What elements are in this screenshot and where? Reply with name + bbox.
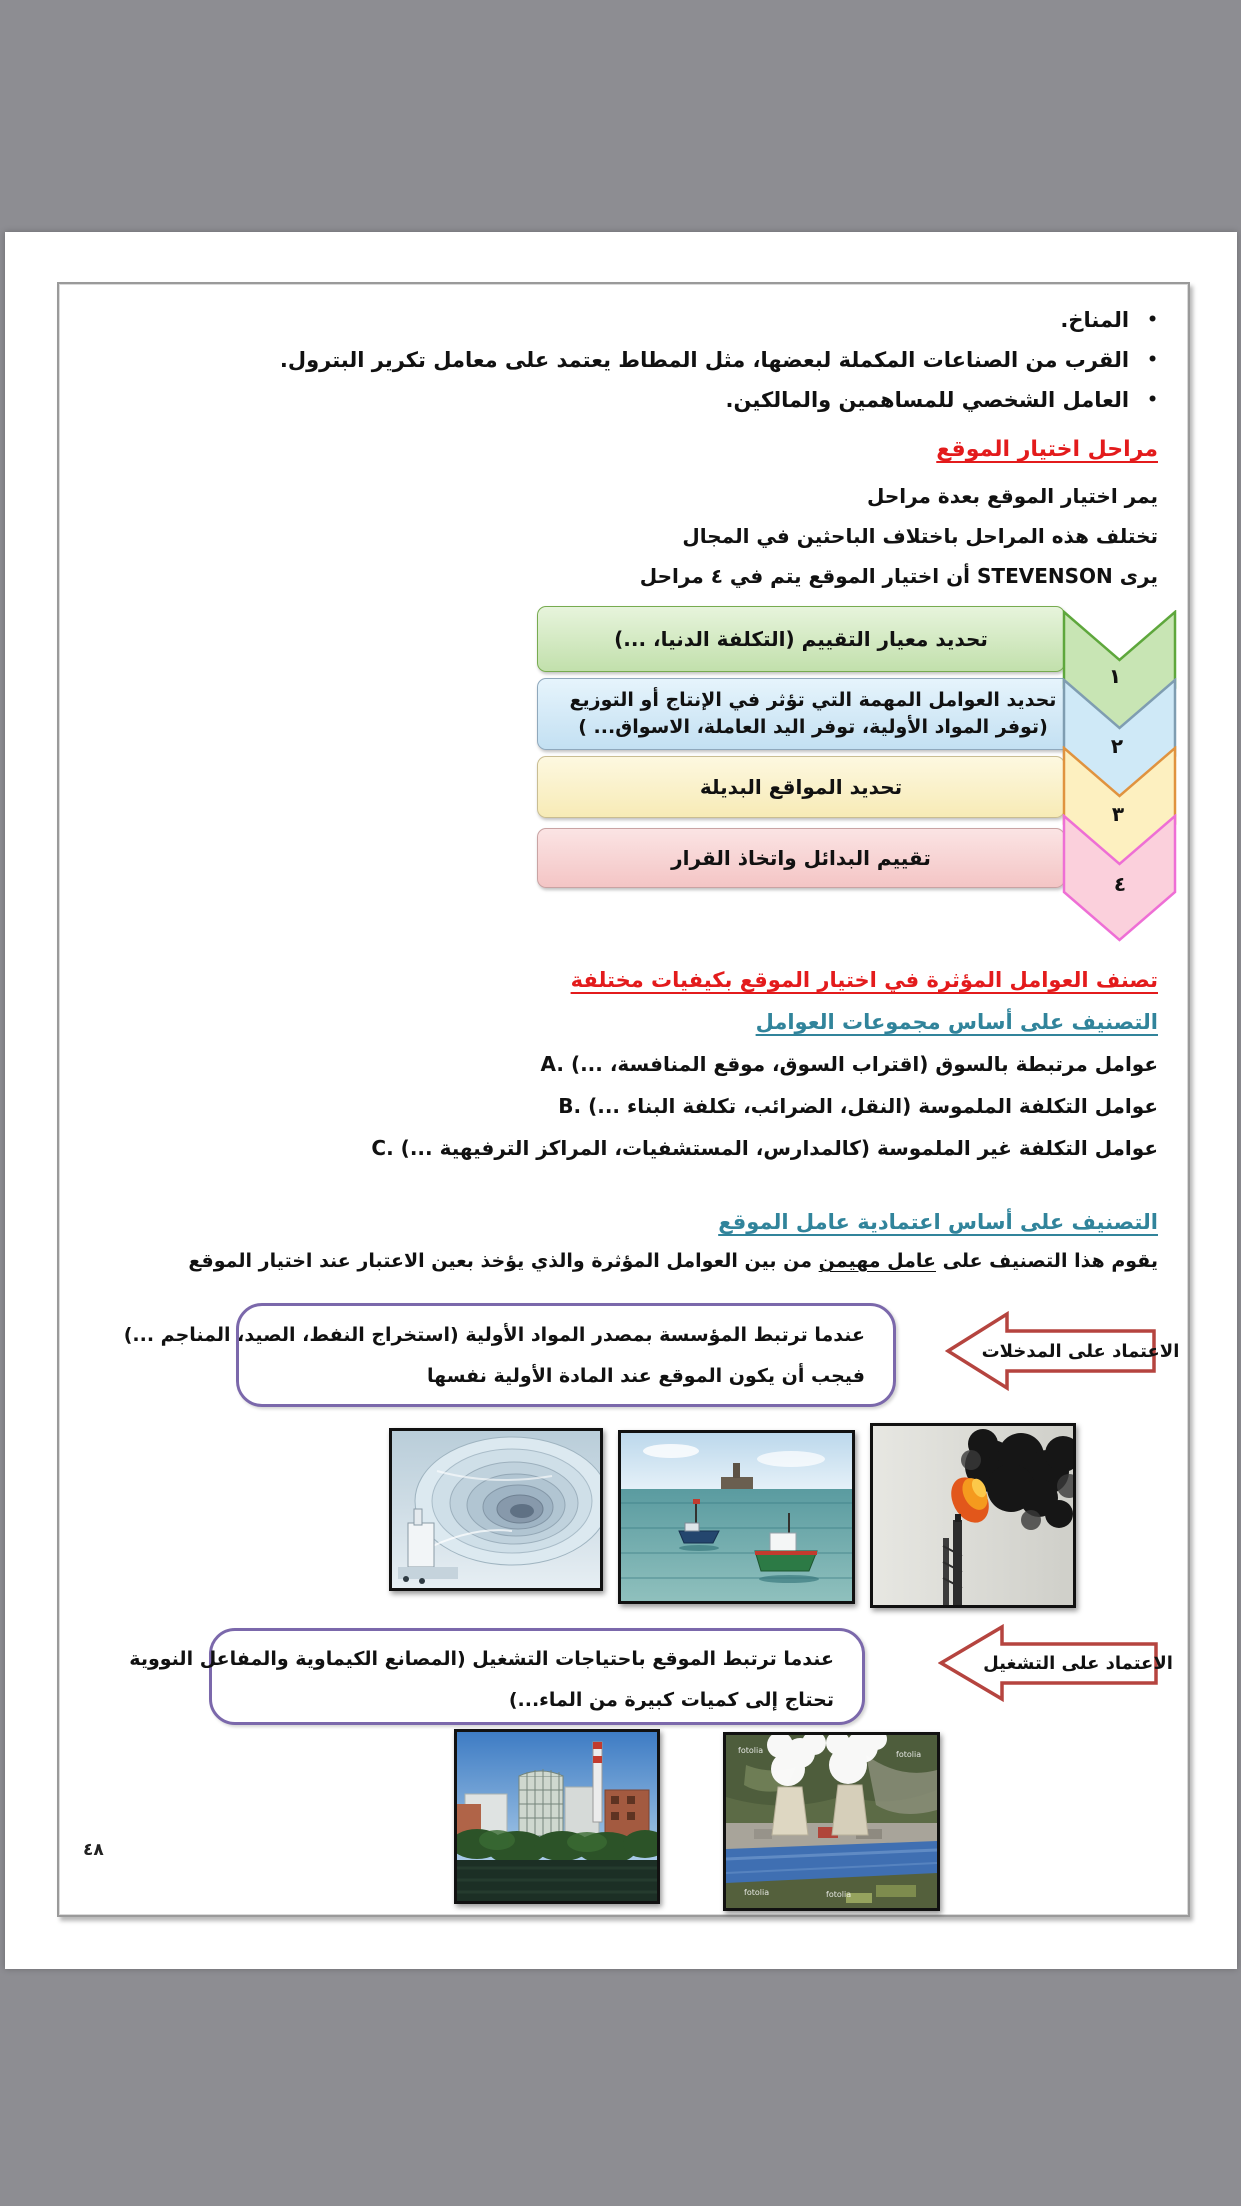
fishing-boats-illustration	[621, 1433, 852, 1601]
bullet-icon: •	[1147, 350, 1158, 370]
stage-box-4: تقييم البدائل واتخاذ القرار	[537, 828, 1065, 888]
stage-box-3: تحديد المواقع البديلة	[537, 756, 1065, 818]
bullet-item	[1060, 308, 1158, 332]
photo-open-pit-mine	[389, 1428, 603, 1591]
watermark-text: fotolia	[826, 1890, 852, 1899]
bullet-icon: •	[1147, 390, 1158, 410]
body-underlined-term: عامل مهيمن	[818, 1250, 936, 1272]
bullet-item	[280, 348, 1158, 372]
subheading-factor-groups: التصنيف على أساس مجموعات العوامل	[755, 1010, 1158, 1034]
section-heading-stages: مراحل اختيار الموقع	[936, 437, 1158, 462]
bullet-text: العامل الشخصي للمساهمين والمالكين.	[725, 388, 1130, 412]
bullet-item	[726, 388, 1158, 412]
section1-line-stevenson: يرى STEVENSON أن اختيار الموقع يتم في ٤ مراحل	[639, 564, 1158, 588]
arrow-operations	[938, 1623, 1173, 1703]
stage-number-4: ٤	[1113, 872, 1127, 896]
callout-operations-line2: تحتاج إلى كميات كبيرة من الماء...)	[508, 1689, 834, 1711]
subheading-dominant-factor: التصنيف على أساس اعتمادية عامل الموقع	[718, 1210, 1158, 1234]
arrow-inputs-label: الاعتماد على المدخلات	[981, 1340, 1180, 1362]
stage-number-2: ٢	[1110, 734, 1124, 758]
factor-item-a: A. عوامل مرتبطة بالسوق (اقتراب السوق، موقع المنافسة، ...)	[540, 1052, 1158, 1076]
watermark-text: fotolia	[896, 1750, 922, 1759]
callout-inputs-box	[123, 1303, 896, 1407]
body-prefix: يقوم هذا التصنيف على	[936, 1250, 1158, 1272]
dominant-factor-body	[188, 1250, 1158, 1272]
slide-frame	[57, 282, 1190, 1917]
photo-gas-flare	[870, 1423, 1076, 1608]
stage-box-2: تحديد العوامل المهمة التي تؤثر في الإنتاج أو التوزيع (توفر المواد الأولية، توفر اليد العاملة، الاسواق... )	[537, 678, 1089, 750]
callout-inputs-line1: عندما ترتبط المؤسسة بمصدر المواد الأولية (استخراج النفط، الصيد، المناجم ...)	[123, 1324, 865, 1346]
bullet-text: القرب من الصناعات المكملة لبعضها، مثل المطاط يعتمد على معامل تكرير البترول.	[279, 348, 1130, 372]
bullet-text: المناخ.	[1060, 308, 1130, 332]
nuclear-plant-illustration	[726, 1735, 937, 1908]
callout-operations-box	[129, 1628, 865, 1725]
stage-box-1: تحديد معيار التقييم (التكلفة الدنيا، ...)	[537, 606, 1065, 672]
factor-item-c: C. عوامل التكلفة غير الملموسة (كالمدارس، المستشفيات، المراكز الترفيهية ...)	[371, 1136, 1158, 1160]
watermark-text: fotolia	[738, 1746, 764, 1755]
section1-line: تختلف هذه المراحل باختلاف الباحثين في المجال	[682, 524, 1158, 548]
arrow-inputs	[945, 1310, 1180, 1392]
open-pit-mine-illustration	[392, 1431, 600, 1588]
section-heading-classification: تصنف العوامل المؤثرة في اختيار الموقع بكيفيات مختلفة	[570, 968, 1158, 992]
document-page	[5, 232, 1237, 1969]
section1-line: يمر اختيار الموقع بعدة مراحل	[866, 484, 1158, 508]
stage-number-3: ٣	[1111, 802, 1125, 826]
page-number: ٤٨	[83, 1840, 104, 1860]
stage-number-1: ١	[1108, 664, 1122, 688]
factor-item-b: B. عوامل التكلفة الملموسة (النقل، الضرائب، تكلفة البناء ...)	[558, 1094, 1158, 1118]
body-suffix: من بين العوامل المؤثرة والذي يؤخذ بعين الاعتبار عند اختيار الموقع	[188, 1250, 819, 1272]
photo-nuclear-plant	[723, 1732, 940, 1911]
callout-inputs-line2: فيجب أن يكون الموقع عند المادة الأولية نفسها	[427, 1365, 865, 1387]
arrow-operations-label: الاعتماد على التشغيل	[983, 1652, 1173, 1674]
chemical-plant-illustration	[457, 1732, 657, 1901]
photo-fishing-boats	[618, 1430, 855, 1604]
photo-chemical-plant	[454, 1729, 660, 1904]
gas-flare-illustration	[873, 1426, 1073, 1605]
watermark-text: fotolia	[744, 1888, 770, 1897]
callout-operations-line1: عندما ترتبط الموقع باحتياجات التشغيل (المصانع الكيماوية والمفاعل النووية	[129, 1648, 834, 1670]
bullet-icon: •	[1147, 310, 1158, 330]
